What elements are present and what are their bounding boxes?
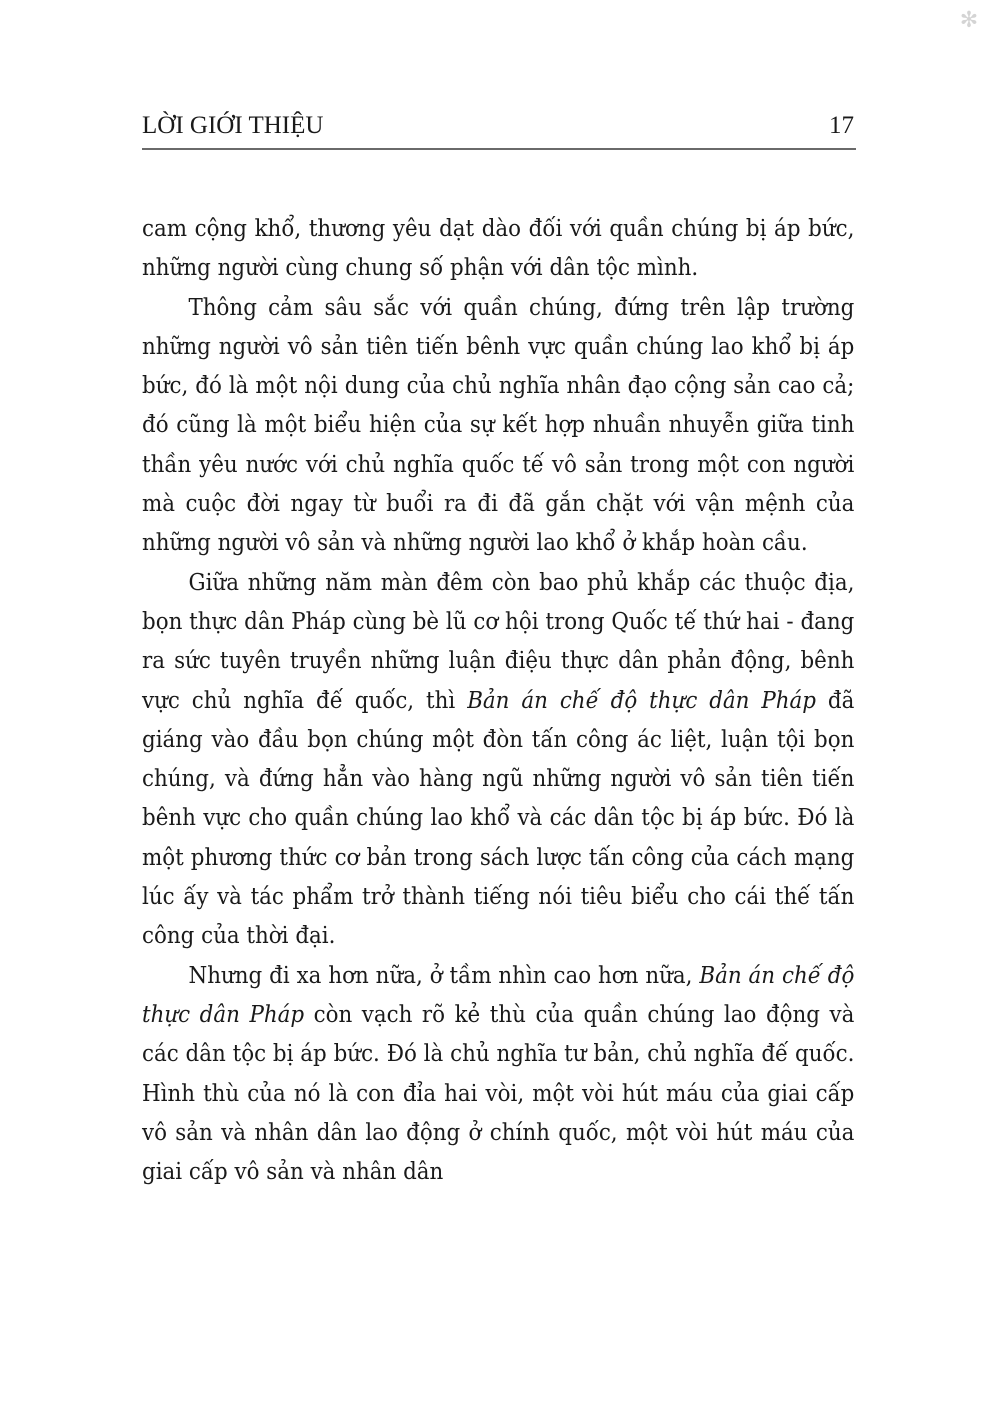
- text-segment: Thông cảm sâu sắc với quần chúng, đứng trên lập trường những người vô sản tiên tiến bênh vực quần chúng lao khổ bị áp bức, đó là một nội dung của chủ nghĩa nhân đạo cộng sản cao cả; đó cũng là một biểu hiện của sự kết hợp nhuần nhuyễn giữa tinh thần yêu nước với chủ nghĩa quốc tế vô sản trong một con người mà cuộc đời ngay từ buổi ra đi đã gắn chặt với vận mệnh của những người vô sản và những người lao khổ ở khắp hoàn cầu.: [142, 294, 855, 557]
- running-header: [142, 108, 856, 150]
- text-segment: đã giáng vào đầu bọn chúng một đòn tấn công ác liệt, luận tội bọn chúng, và đứng hẳn vào hàng ngũ những người vô sản tiên tiến bênh vực cho quần chúng lao khổ và các dân tộc bị áp bức. Đó là một phương thức cơ bản trong sách lược tấn công của cách mạng lúc ấy và tác phẩm trở thành tiếng nói tiêu biểu cho cái thế tấn công của thời đại.: [142, 687, 855, 950]
- page-number: 17: [829, 112, 854, 139]
- paragraph-2: [142, 289, 854, 564]
- body-text: [142, 210, 854, 1192]
- paragraph-3: [142, 564, 854, 957]
- text-segment: còn vạch rõ kẻ thù của quần chúng lao động và các dân tộc bị áp bức. Đó là chủ nghĩa tư bản, chủ nghĩa đế quốc. Hình thù của nó là con đỉa hai vòi, một vòi hút máu của giai cấp vô sản và nhân dân lao động ở chính quốc, một vòi hút máu của giai cấp vô sản và nhân dân: [142, 1001, 855, 1186]
- text-segment: Nhưng đi xa hơn nữa, ở tầm nhìn cao hơn nữa,: [188, 962, 700, 989]
- paragraph-4: [142, 957, 854, 1193]
- decorative-flower-icon: ✻: [959, 8, 979, 33]
- text-segment: Giữa những năm màn đêm còn bao phủ khắp các thuộc địa, bọn thực dân Pháp cùng bè lũ cơ hội trong Quốc tế thứ hai - đang ra sức tuyên truyền những luận điệu thực dân phản động, bênh vực chủ nghĩa đế quốc, thì: [142, 569, 855, 714]
- chapter-title: LỜI GIỚI THIỆU: [142, 112, 324, 139]
- book-title-italic: Bản án chế độ thực dân Pháp: [142, 962, 855, 1028]
- paragraph-1: [142, 210, 854, 289]
- text-segment: cam cộng khổ, thương yêu dạt dào đối với quần chúng bị áp bức, những người cùng chung số phận với dân tộc mình.: [142, 216, 855, 282]
- book-title-italic: Bản án chế độ thực dân Pháp: [467, 687, 817, 714]
